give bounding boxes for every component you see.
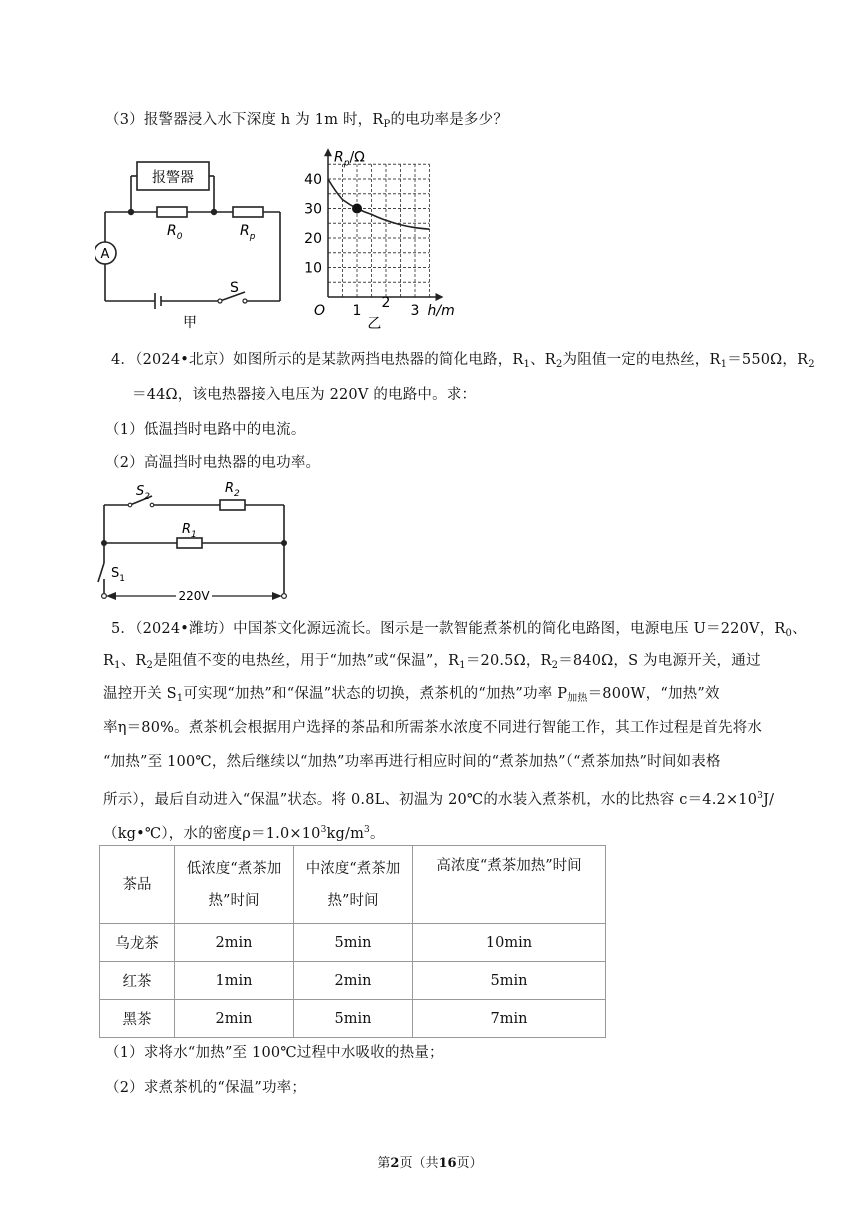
table-cell: 5min bbox=[413, 962, 606, 1000]
r2-label: $R_2$ bbox=[225, 481, 240, 499]
table-cell: 乌龙茶 bbox=[100, 924, 175, 962]
tea-brewing-table bbox=[99, 845, 606, 1038]
switch-label: S bbox=[230, 280, 239, 296]
resistor-rp bbox=[233, 207, 263, 217]
question-3: （3）报警器浸入水下深度 h 为 1m 时，$R_P$的电功率是多少？ bbox=[105, 112, 509, 130]
arrow-left-icon bbox=[106, 592, 116, 600]
resistor-r2 bbox=[220, 500, 245, 510]
arrow-right-icon bbox=[272, 592, 282, 600]
table-header-row bbox=[100, 846, 606, 924]
ammeter-label: A bbox=[100, 247, 110, 262]
table-header-cell: 低浓度“煮茶加热”时间 bbox=[175, 846, 294, 924]
table-header-cell: 高浓度“煮茶加热”时间 bbox=[413, 846, 606, 924]
question-5-line-4: 率η＝80%。煮茶机会根据用户选择的茶品和所需茶水浓度不同进行智能工作，其工作过程是首先将水 bbox=[103, 720, 763, 736]
y-tick-label: 10 bbox=[304, 260, 322, 277]
page-total: 16 bbox=[438, 1156, 457, 1171]
question-5-sub-2: （2）求煮茶机的“保温”功率； bbox=[105, 1080, 307, 1096]
data-point bbox=[352, 204, 362, 214]
question-5-line-1: 5．（2024•潍坊）中国茶文化源远流长。图示是一款智能煮茶机的简化电路图，电源电压 U＝220V，$R_0$、 bbox=[111, 621, 807, 639]
y-tick-label: 30 bbox=[304, 201, 322, 218]
caption-yi: 乙 bbox=[367, 316, 382, 332]
y-axis-arrow-icon bbox=[324, 148, 332, 156]
question-5-line-2: $R_1$、$R_2$是阻值不变的电热丝，用于“加热”或“保温”，$R_1=20.5\Omega$，$R_2=840\Omega$，S 为电源开关，通过 bbox=[103, 653, 761, 671]
y-tick-label: 40 bbox=[304, 172, 322, 188]
s2-label: $S_2$ bbox=[136, 484, 150, 502]
x-tick-label: 3 bbox=[410, 303, 420, 319]
x-tick-label: 2 bbox=[381, 295, 391, 311]
table-cell: 10min bbox=[413, 924, 606, 962]
table-cell: 7min bbox=[413, 1000, 606, 1038]
question-4-line-2: ＝44Ω，该电热器接入电压为 220V 的电路中。求： bbox=[132, 387, 477, 403]
r0-label: $R_0$ bbox=[167, 223, 183, 242]
circuit-diagram-jia bbox=[95, 155, 300, 335]
rp-vs-depth-chart bbox=[300, 135, 465, 335]
table-cell: 黑茶 bbox=[100, 1000, 175, 1038]
question-4-line-1: 4．（2024•北京）如图所示的是某款两挡电热器的简化电路，$R_1$、$R_2$为阻值一定的电热丝，$R_1=550\Omega$，$R_2$ bbox=[111, 352, 815, 370]
x-axis-arrow-icon bbox=[436, 293, 444, 301]
x-axis-label: h/m bbox=[427, 303, 455, 319]
table-row bbox=[100, 924, 606, 962]
caption-jia: 甲 bbox=[183, 315, 197, 331]
table-cell: 2min bbox=[175, 924, 294, 962]
alarm-label: 报警器 bbox=[152, 170, 194, 186]
table-cell: 1min bbox=[175, 962, 294, 1000]
table-row bbox=[100, 1000, 606, 1038]
y-axis-label: $R_p/\Omega$ bbox=[334, 149, 365, 169]
table-row bbox=[100, 962, 606, 1000]
question-4-sub-1: （1）低温挡时电路中的电流。 bbox=[105, 422, 306, 438]
voltage-label: 220V bbox=[178, 589, 210, 603]
rp-label: $R_p$ bbox=[240, 223, 256, 242]
s1-label: $S_1$ bbox=[111, 566, 125, 584]
resistor-r0 bbox=[157, 207, 187, 217]
table-header-cell: 中浓度“煮茶加热”时间 bbox=[294, 846, 413, 924]
switch-s1 bbox=[98, 563, 104, 582]
rp-curve bbox=[328, 179, 430, 229]
r1-label: $R_1$ bbox=[182, 522, 197, 540]
page-footer: 第2页（共16页） bbox=[377, 1156, 483, 1171]
table-cell: 红茶 bbox=[100, 962, 175, 1000]
question-5-line-7: （kg•℃），水的密度$\rho=1.0\times 10^3kg/m^3$。 bbox=[103, 825, 385, 842]
page-number: 2 bbox=[390, 1156, 400, 1171]
table-cell: 5min bbox=[294, 1000, 413, 1038]
question-5-line-3: 温控开关 $S_1$可实现“加热”和“保温”状态的切换，煮茶机的“加热”功率 $P_{加热}=800W$，“加热”效 bbox=[103, 686, 720, 704]
question-5-line-5: “加热”至 100℃，然后继续以“加热”功率再进行相应时间的“煮茶加热”（“煮茶加热”时间如表格 bbox=[103, 754, 721, 770]
origin-label: O bbox=[314, 303, 326, 319]
x-tick-label: 1 bbox=[352, 303, 362, 319]
circuit-diagram-q4 bbox=[92, 475, 302, 610]
question-5-line-6: 所示），最后自动进入“保温”状态。将 0.8L、初温为 20℃的水装入煮茶机，水的比热容 $c=4.2\times 10^3J/$ bbox=[103, 791, 775, 808]
y-tick-label: 20 bbox=[304, 231, 322, 247]
resistor-r1 bbox=[177, 538, 202, 548]
table-cell: 2min bbox=[175, 1000, 294, 1038]
question-5-sub-1: （1）求将水“加热”至 100℃过程中水吸收的热量； bbox=[105, 1045, 444, 1061]
table-cell: 2min bbox=[294, 962, 413, 1000]
table-header-cell: 茶品 bbox=[100, 846, 175, 924]
question-4-sub-2: （2）高温挡时电热器的电功率。 bbox=[105, 455, 321, 471]
table-cell: 5min bbox=[294, 924, 413, 962]
